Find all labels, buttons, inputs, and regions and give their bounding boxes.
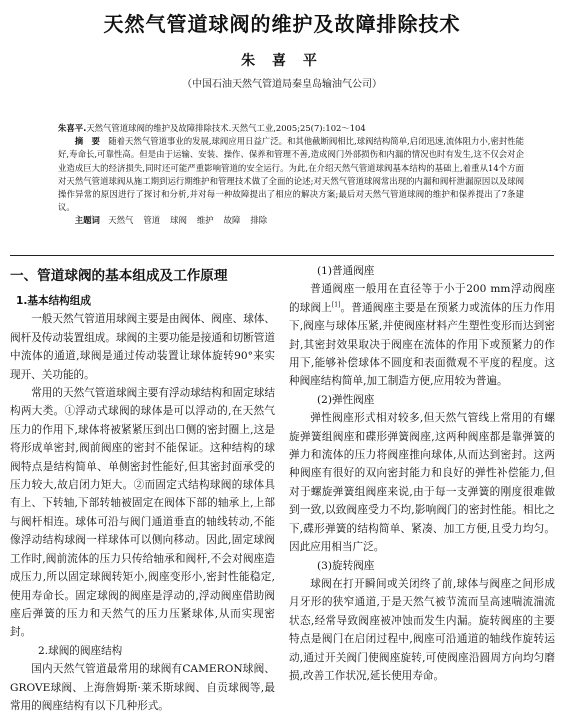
paragraph: 弹性阀座形式相对较多,但天然气管线上常用的有螺旋弹簧组阀座和碟形弹簧阀座,这两种阀座都是靠弹簧的弹力和流体的压力将阀座推向球体,从而达到密封。这两种阀座有很好的双向密封能力和良好的弹性补偿能力,但对于螺旋弹簧组阀座来说,由于每一支弹簧的刚度很难做到一致,以致阀座受力不均,影响阀门的密封性能。相比之下,碟形弹簧的结构简单、紧凑、加工方便,且受力均匀。因此应用相当广泛。 [289, 412, 555, 554]
section-heading: 一、管道球阀的基本组成及工作原理 [10, 268, 228, 284]
keywords [58, 214, 524, 227]
abstract-text: 随着天然气管道事业的发展,球阀应用日益广泛。和其他截断阀相比,球阀结构简单,启闭迅速,流体阻力小,密封性能好,寿命长,可靠性高。但是由于运输、安装、操作、保养和管理不善,造成阀门外部损伤和内漏的情况也时有发生,这不仅会对企业造成巨大的经济损失,同时还可能严重影响管道的安全运行。为此,在介绍天然气管道球阀基本结构的基础上,着重从14个方面对天然气管道球阀从施工期到运行期维护和管理技术做了全面的论述;对天然气管道球阀常出现的内漏和阀杆泄漏原因以及球阀操作异常的原因进行了探讨和分析,并对每一种故障提出了相应的解决方案;最后对天然气管道球阀的维护和保养提出了7条建议。 [58, 136, 524, 213]
author-affiliation: （中国石油天然气管道局秦皇岛输油气公司） [182, 79, 382, 90]
keyword: 球阀 [170, 215, 187, 226]
keyword: 故障 [223, 215, 241, 226]
item-heading: (2)弹性阀座 [317, 393, 375, 406]
right-column [289, 262, 555, 685]
paragraph: 国内天然气管道最常用的球阀有CAMERON球阀、GROVE球阀、上海詹姆斯·莱禾斯球阀、自贡球阀等,最常用的阀座结构有以下几种形式。 [10, 663, 275, 712]
subsection-heading: 2.球阀的阀座结构 [38, 644, 123, 657]
paragraph-text: 。普通阀座主要是在预紧力或流体的压力作用下,阀座与球体压紧,并使阀座材料产生塑性变形而达到密封,其密封效果取决于阀座在流体的作用下或预紧力的作用下,能够补偿球体不圆度和表面微观不平度的程度。这种阀座结构简单,加工制造方便,应用较为普遍。 [289, 301, 556, 388]
paragraph: 一般天然气管道用球阀主要是由阀体、阀座、球体、阀杆及传动装置组成。球阀的主要功能是接通和切断管道中流体的通道,球阀是通过传动装置让球体旋转90°来实现开、关功能的。 [10, 313, 275, 381]
paper-title: 天然气管道球阀的维护及故障排除技术 [103, 12, 461, 36]
front-matter [58, 122, 524, 228]
author-name: 朱 喜 平 [241, 53, 323, 69]
paragraph: 常用的天然气管道球阀主要有浮动球结构和固定球结构两大类。①浮动式球阀的球体是可以浮动的,在天然气压力的作用下,球体将被紧紧压到出口侧的密封圈上,这是将形成单密封,阀前阀座的密封不能保证。这种结构的球阀特点是结构简单、单侧密封性能好,但其密封面承受的压力较大,故启闭力矩大。②而固定式结构球阀的球体具有上、下转轴,下部转轴被固定在阀体下部的轴承上,上部与阀杆相连。球体可沿与阀门通道垂直的轴线转动,不能像浮动结构球阀一样球体可以侧向移动。因此,固定球阀工作时,阀前流体的压力只传给轴承和阀杆,不会对阀座造成压力,所以固定球阀转矩小,阀座变形小,密封性能稳定,使用寿命长。固定球阀的阀座是浮动的,浮动阀座借助阀座后弹簧的压力和天然气的压力压紧球体,从而实现密封。 [10, 387, 275, 639]
keywords-label: 主题词 [74, 215, 100, 226]
keyword: 排除 [250, 215, 268, 226]
keyword: 管道 [143, 215, 161, 226]
paragraph-text: 普通阀座一般用在直径等于小于200 mm浮动阀座的球阀上 [289, 283, 555, 314]
citation-text: 天然气管道球阀的维护及故障排除技术.天然气工业,2005;25(7):102～104 [86, 123, 366, 133]
item-heading: (3)旋转阀座 [317, 559, 375, 572]
abstract [58, 135, 524, 214]
item-heading: (1)普通阀座 [317, 265, 375, 277]
subsection-heading: 1.基本结构组成 [16, 295, 91, 307]
section-divider [10, 255, 554, 256]
left-column [10, 262, 275, 715]
paragraph [289, 280, 555, 390]
citation-label: 朱喜平. [58, 123, 87, 133]
citation [58, 122, 524, 135]
keyword: 天然气 [108, 215, 134, 226]
abstract-label: 摘 要 [74, 136, 100, 147]
keyword: 维护 [196, 215, 214, 226]
paragraph: 球阀在打开瞬间或关闭终了前,球体与阀座之间形成月牙形的狭窄通道,于是天然气被节流而呈高速喘流湍流状态,经常导致阀座被冲蚀而发生内漏。旋转阀座的主要特点是阀门在启闭过程中,阀座可沿通道的轴线作旋转运动,通过开关阀门使阀座旋转,可使阀座沿圆周方向均匀磨损,改善工作状况,延长使用寿命。 [289, 577, 555, 682]
reference-marker: [1] [331, 301, 341, 309]
